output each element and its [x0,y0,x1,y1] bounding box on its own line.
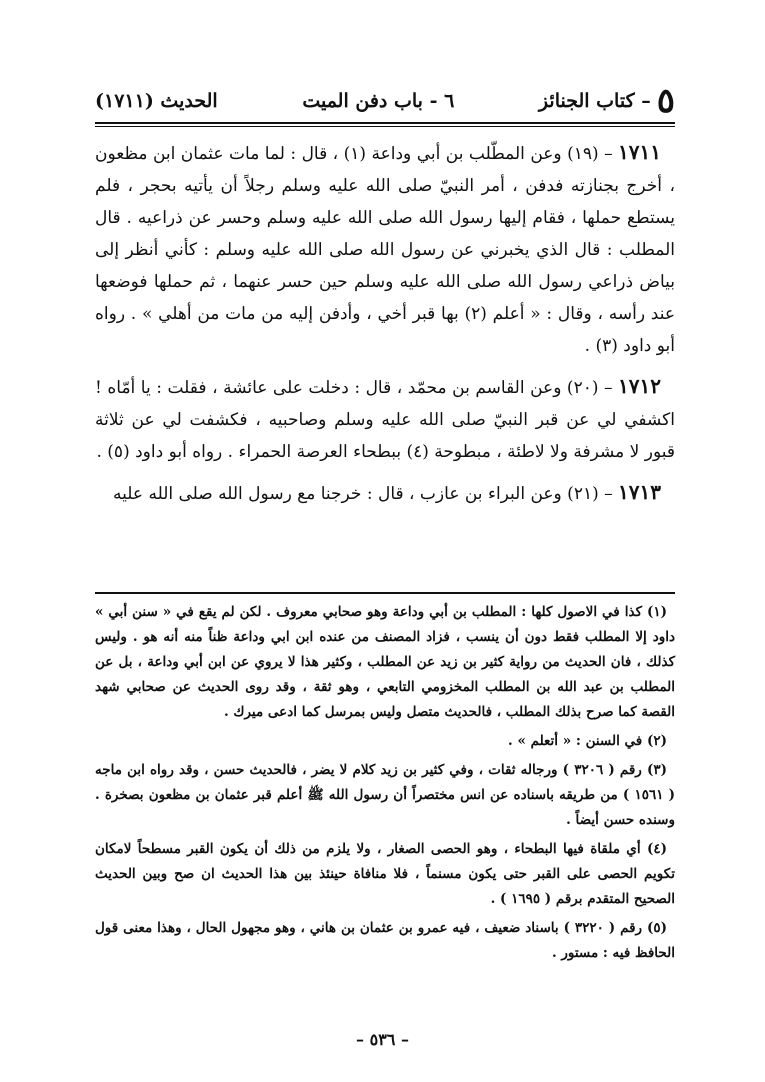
hadith-paragraph [95,476,675,510]
hadith-range: الحديث (١٧١١) [95,90,218,112]
chapter-number: ٥ [656,81,675,121]
footnote: (٥) رقم ( ٣٢٢٠ ) باسناد ضعيف ، فيه عمرو بن عثمان بن هاني ، وهو مجهول الحال ، وهذا معنى قول الحافظ فيه : مستور . [95,920,675,961]
page-number: – ٥٣٦ – [356,1030,409,1049]
section-title: ٦ - باب دفن الميت [302,90,455,112]
header-rule [95,122,675,124]
footnote: (٣) رقم ( ٣٢٠٦ ) ورجاله ثقات ، وفي كثير بن زيد كلام لا يضر ، فالحديث حسن ، وقد رواه ابن ماجه ( ١٥٦١ ) من طريقه باسناده عن انس مختصراً أن رسول الله ﷺ أعلم قبر عثمان بن مظعون بصخرة . وسنده حسن أيضاً . [95,762,676,828]
hadith-text: – (١٩) وعن المطّلب بن أبي وداعة (١) ، قال : لما مات عثمان ابن مظعون ، أخرج بجنازته فدفن ، أمر النبيّ صلى الله عليه وسلم رجلاً أن يأتيه بحجر ، فلم يستطع حملها ، فقام إليها رسول الله صلى الله عليه وسلم وحسر عن ذراعيه . قال المطلب : قال الذي يخبرني عن رسول الله صلى الله عليه وسلم : كأني أنظر إلى بياض ذراعي رسول الله صلى الله عليه وسلم حين حسر عنهما ، ثم حملها فوضعها عند رأسه ، وقال : « أعلم (٢) بها قبر أخي ، وأدفن إليه من مات من أهلي » . رواه أبو داود (٣) . [95,144,675,356]
footnotes [95,600,675,970]
hadith-text: – (٢١) وعن البراء بن عازب ، قال : خرجنا مع رسول الله صلى الله عليه [113,484,613,504]
main-text [95,136,675,518]
hadith-number: ١٧١١ [618,140,661,164]
footnote: (٢) في السنن : « أتعلم » . [508,733,667,749]
hadith-paragraph [95,370,675,468]
header-chapter [538,81,675,121]
header-rule-thin [95,126,675,127]
book-title: – كتاب الجنائز [538,90,651,112]
hadith-number: ١٧١٣ [618,480,661,504]
hadith-paragraph [95,136,675,362]
footnote: (٤) أي ملقاة فيها البطحاء ، وهو الحصى الصغار ، ولا يلزم من ذلك أن يكون القبر مسطحاً لامكان تكويم الحصى على القبر حتى يكون مسنماً ، فلا منافاة حينئذ بين هذا الحديث ان صح وبين الحديث الصحيح المتقدم برقم ( ١٦٩٥ ) . [95,841,675,907]
hadith-text: – (٢٠) وعن القاسم بن محمّد ، قال : دخلت على عائشة ، فقلت : يا أمّاه ! اكشفي لي عن قبر النبيّ صلى الله عليه وسلم وصاحبيه ، فكشفت لي عن ثلاثة قبور لا مشرفة ولا لاطئة ، مبطوحة (٤) ببطحاء العرصة الحمراء . رواه أبو داود (٥) . [95,378,675,462]
running-header [95,81,675,121]
hadith-number: ١٧١٢ [618,374,661,398]
footnote: (١) كذا في الاصول كلها : المطلب بن أبي وداعة وهو صحابي معروف . لكن لم يقع في « سنن أبي » داود إلا المطلب فقط دون أن ينسب ، فزاد المصنف من عنده ابن ابي وداعة ظناً منه أنه هو . وليس كذلك ، فان الحديث من رواية كثير بن زيد عن المطلب ، وكثير هذا لا يروي عن ابن أبي وداعة ، بل عن المطلب بن عبد الله بن المطلب المخزومي التابعي ، وهو ثقة ، وقد روى الحديث عن صحابي شهد القصة كما صرح بذلك المطلب ، فالحديث متصل وليس بمرسل كما ادعى ميرك . [95,604,675,720]
footnote-rule [95,592,675,594]
